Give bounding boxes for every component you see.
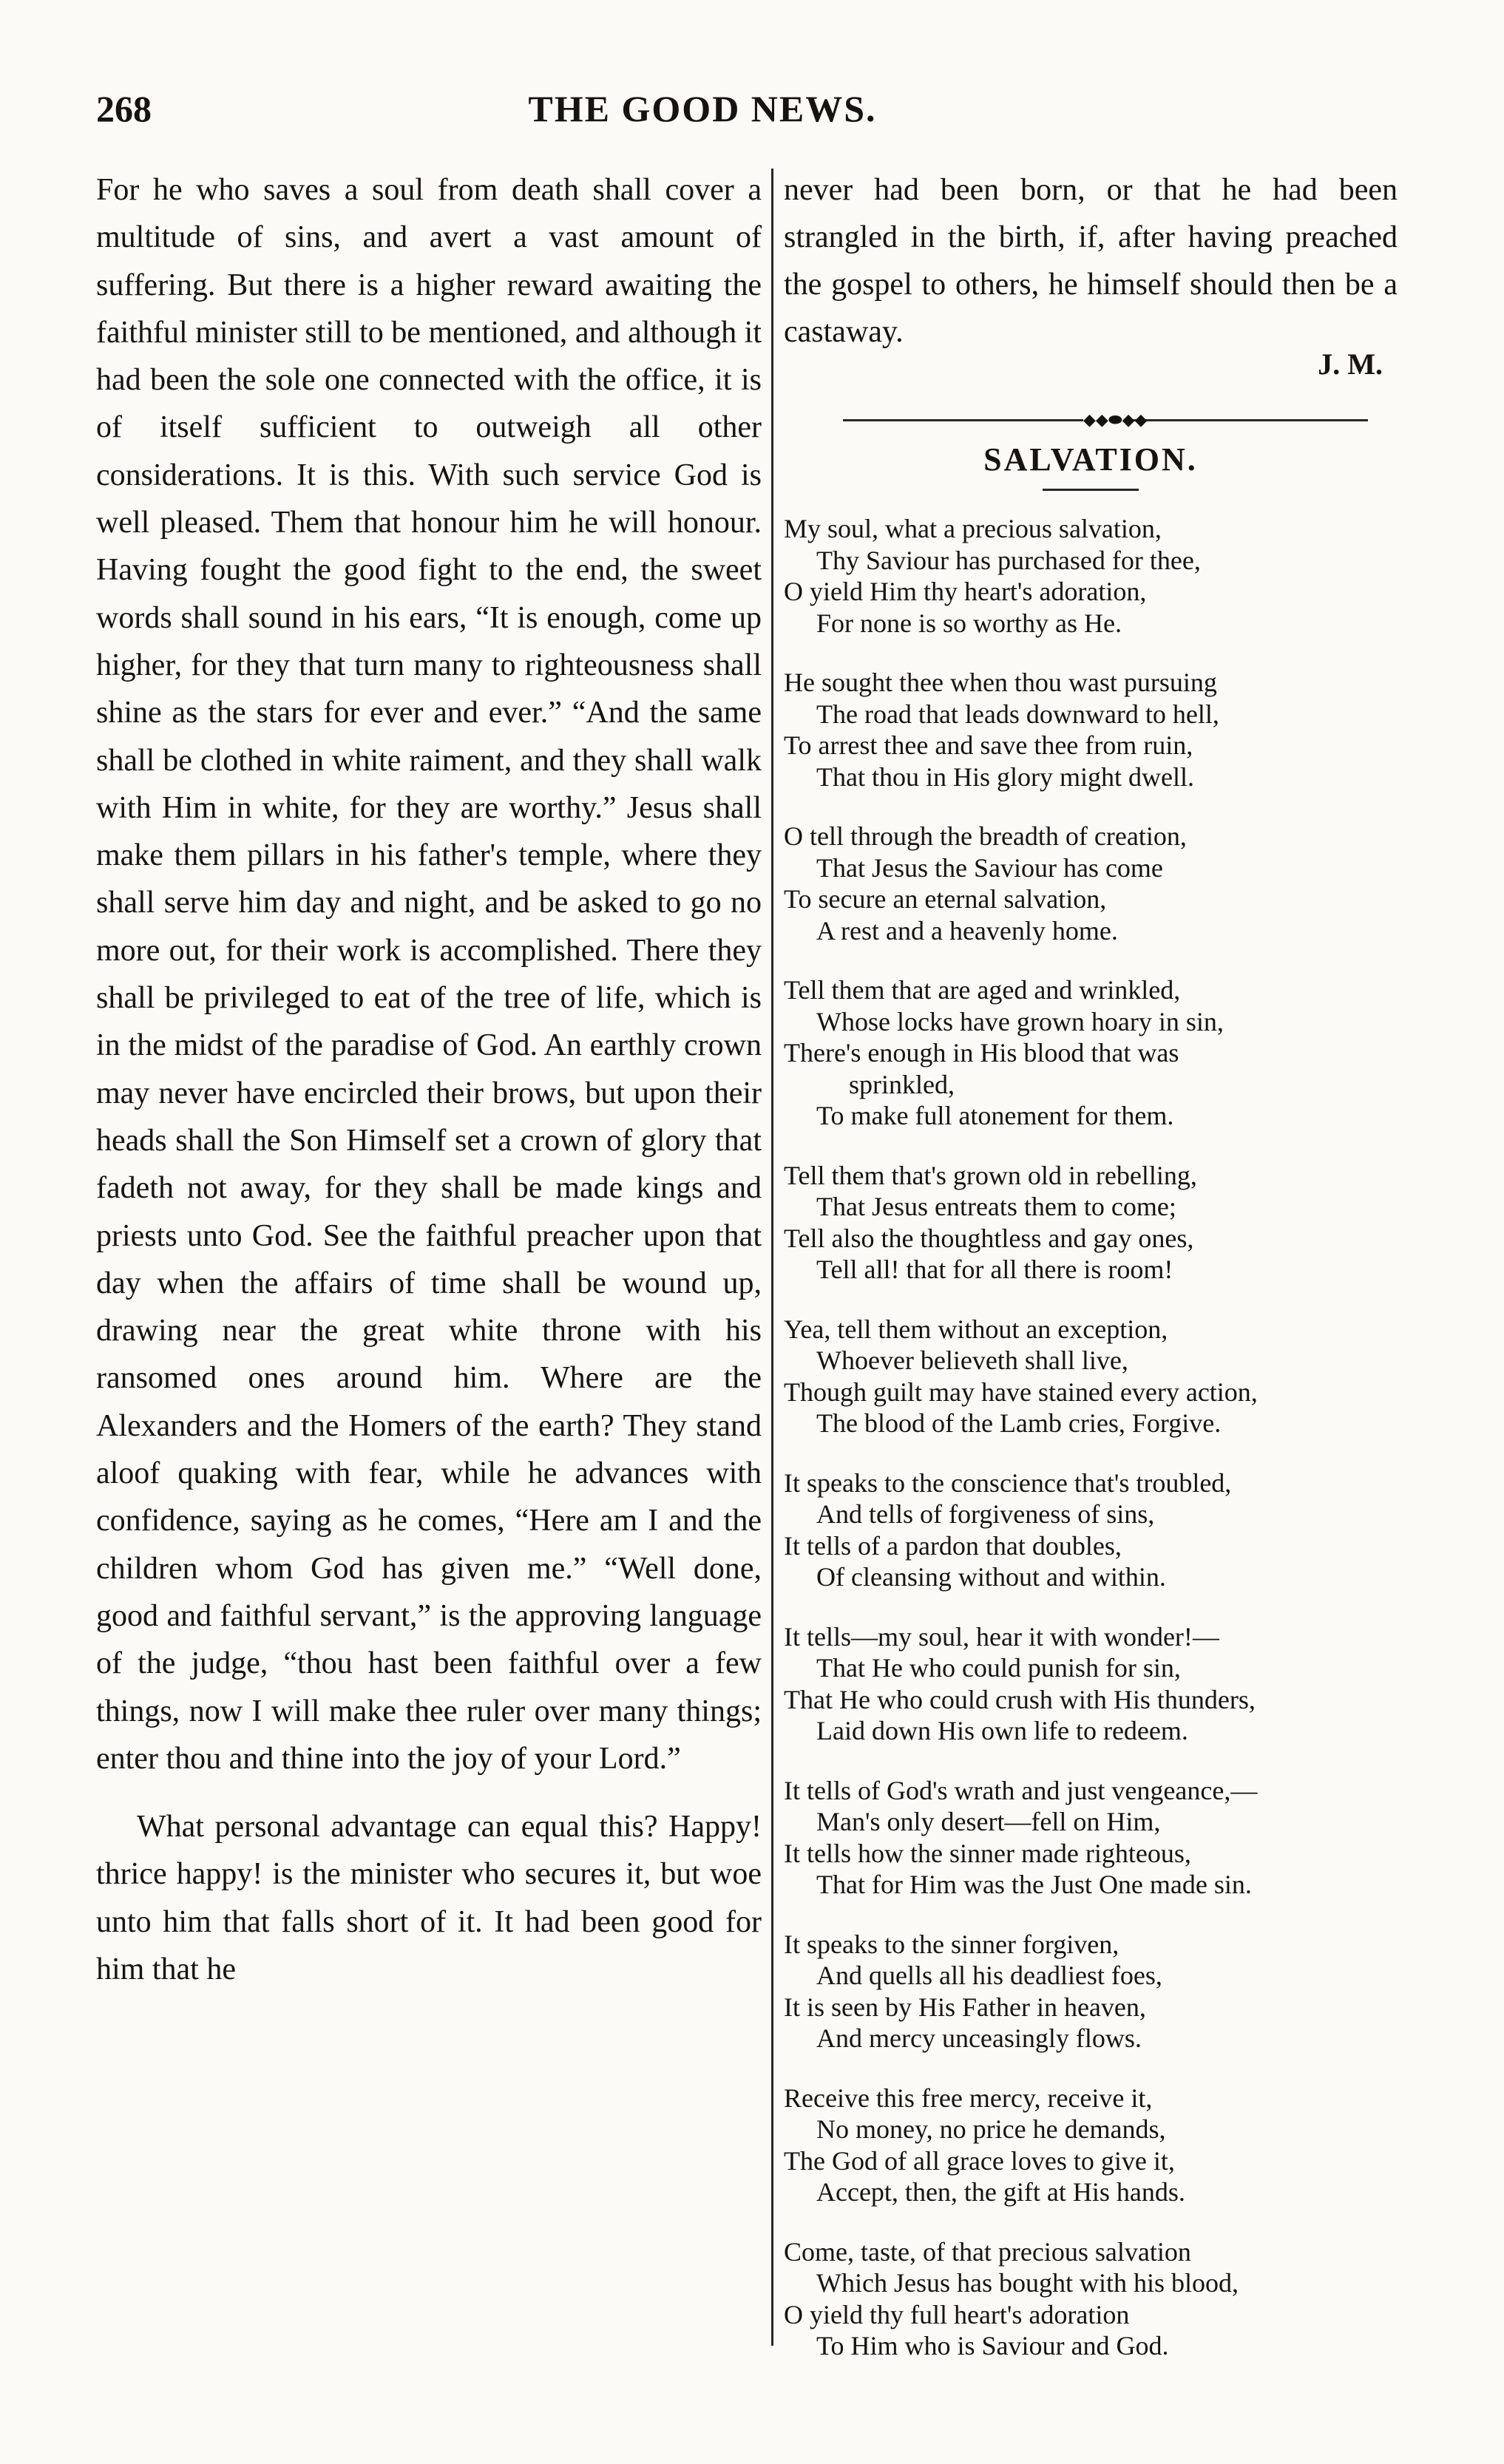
poem-line: O tell through the breadth of creation,	[784, 821, 1187, 851]
poem-line: O yield Him thy heart's adoration,	[784, 577, 1147, 606]
poem-line: Receive this free mercy, receive it,	[784, 2083, 1153, 2113]
poem-line: To secure an eternal salvation,	[784, 884, 1107, 914]
article-paragraph: What personal advantage can equal this? Happy! thrice happy! is the minister who secures it, but woe unto him that falls short of it. It had been good for him that he	[96, 1810, 762, 1986]
poem-line: He sought thee when thou wast pursuing	[784, 668, 1217, 697]
poem-line: That He who could crush with His thunders,	[784, 1684, 1256, 1714]
poem-stanza	[784, 1621, 1398, 1747]
poem-line: Yea, tell them without an exception,	[784, 1314, 1168, 1344]
running-head	[96, 87, 1309, 139]
poem-line: It tells—my soul, hear it with wonder!—	[784, 1621, 1219, 1652]
poem-line: There's enough in His blood that was	[784, 1038, 1179, 1068]
poem-body	[784, 513, 1398, 2362]
title-underline	[1043, 489, 1139, 491]
poem-line: That Jesus entreats them to come;	[816, 1192, 1176, 1221]
poem-line: Thy Saviour has purchased for thee,	[816, 545, 1201, 575]
poem-line: It tells how the sinner made righteous,	[784, 1838, 1191, 1868]
poem-line: And mercy unceasingly flows.	[816, 2023, 1142, 2053]
poem-line: It tells of a pardon that doubles,	[784, 1530, 1122, 1561]
poem-line: Accept, then, the gift at His hands.	[816, 2177, 1185, 2207]
poem-stanza	[784, 667, 1398, 793]
poem-line: And tells of forgiveness of sins,	[816, 1499, 1155, 1529]
poem-line: The God of all grace loves to give it,	[784, 2145, 1175, 2176]
article-continuation: never had been born, or that he had been strangled in the birth, if, after having preached the gospel to others, he himself should then be a castaway.	[784, 173, 1398, 349]
ornamental-divider	[843, 410, 1368, 429]
poem-title: SALVATION.	[983, 441, 1198, 478]
left-column	[96, 166, 762, 1993]
article-paragraph: For he who saves a soul from death shall cover a multitude of sins, and avert a vast amount of suffering. But there is a higher reward awaiting the faithful minister still to be mentioned, and although it had been the sole one connected with the office, it is of itself sufficient to outweigh all other considerations. It is this. With such service God is well pleased. Them that honour him he will honour. Having fought the good fight to the end, the sweet words shall sound in his ears, “It is enough, come up higher, for they that turn many to righteousness shall shine as the stars for ever and ever.” “And the same shall be clothed in white raiment, and they shall walk with Him in white, for they are worthy.” Jesus shall make them pillars in his father's temple, where they shall serve him day and night, and be asked to go no more out, for their work is accomplished. There they shall be privileged to eat of the tree of life, which is in the midst of the paradise of God. An earthly crown may never have encircled their brows, but upon their heads shall the Son Himself set a crown of glory that fadeth not away, for they shall be made kings and priests unto God. See the faithful preacher upon that day when the affairs of time shall be wound up, drawing near the great white throne with his ransomed ones around him. Where are the Alexanders and the Homers of the earth? They stand aloof quaking with fear, while he advances with confidence, saying as he comes, “Here am I and the children whom God has given me.” “Well done, good and faithful servant,” is the approving language of the judge, “thou hast been faithful over a few things, now I will make thee ruler over many things; enter thou and thine into the joy of your Lord.”	[96, 173, 762, 1776]
poem-line: To arrest thee and save thee from ruin,	[784, 730, 1193, 760]
poem-stanza	[784, 974, 1398, 1132]
poem-line: Man's only desert—fell on Him,	[816, 1807, 1161, 1836]
poem-line: Come, taste, of that precious salvation	[784, 2236, 1191, 2267]
poem-stanza	[784, 2236, 1398, 2362]
column-divider	[771, 169, 773, 2346]
poem-line: That for Him was the Just One made sin.	[816, 1870, 1252, 1899]
poem-line: It tells of God's wrath and just vengeance,—	[784, 1775, 1258, 1805]
journal-title: THE GOOD NEWS.	[528, 88, 877, 129]
poem-line: Which Jesus has bought with his blood,	[816, 2268, 1239, 2298]
poem-stanza	[784, 1467, 1398, 1593]
author-initials: J. M.	[1318, 347, 1383, 381]
poem-stanza	[784, 1929, 1398, 2054]
poem-stanza	[784, 821, 1398, 946]
poem-line: And quells all his deadliest foes,	[816, 1961, 1162, 1990]
poem-line: To make full atonement for them.	[816, 1101, 1174, 1130]
poem-stanza	[784, 1160, 1398, 1286]
right-column	[784, 166, 1398, 2390]
poem-line: It speaks to the sinner forgiven,	[784, 1929, 1119, 1959]
poem-line: The blood of the Lamb cries, Forgive.	[816, 1408, 1222, 1438]
poem-line: It speaks to the conscience that's troubled,	[784, 1467, 1232, 1498]
poem-line: O yield thy full heart's adoration	[784, 2299, 1130, 2329]
poem-line: Whose locks have grown hoary in sin,	[816, 1006, 1224, 1036]
poem-line: Laid down His own life to redeem.	[816, 1716, 1188, 1745]
poem-line: Whoever believeth shall live,	[816, 1345, 1128, 1375]
ornament-glyphs: ◆◆⬬◆◆	[1083, 410, 1148, 429]
poem-line: That thou in His glory might dwell.	[816, 761, 1194, 792]
poem-line: Though guilt may have stained every action,	[784, 1377, 1258, 1407]
poem-stanza	[784, 2083, 1398, 2208]
poem-line: A rest and a heavenly home.	[816, 915, 1118, 946]
poem-line: Tell also the thoughtless and gay ones,	[784, 1223, 1194, 1253]
poem-stanza	[784, 1314, 1398, 1439]
poem-line: That He who could punish for sin,	[816, 1653, 1181, 1683]
poem-line: For none is so worthy as He.	[816, 608, 1122, 638]
poem-line: It is seen by His Father in heaven,	[784, 1992, 1146, 2022]
poem-line: Tell them that are aged and wrinkled,	[784, 975, 1181, 1005]
poem-line: sprinkled,	[849, 1069, 955, 1099]
poem-line: My soul, what a precious salvation,	[784, 514, 1162, 543]
poem-line: That Jesus the Saviour has come	[816, 852, 1163, 883]
poem-stanza	[784, 1775, 1398, 1901]
poem-stanza	[784, 513, 1398, 639]
page-number: 268	[96, 88, 152, 129]
poem-line: The road that leads downward to hell,	[816, 699, 1219, 729]
poem-line: To Him who is Saviour and God.	[816, 2331, 1169, 2361]
poem-line: No money, no price he demands,	[816, 2114, 1166, 2144]
poem-line: Tell all! that for all there is room!	[816, 1255, 1173, 1284]
poem-line: Of cleansing without and within.	[816, 1562, 1166, 1592]
poem-line: Tell them that's grown old in rebelling,	[784, 1160, 1197, 1190]
